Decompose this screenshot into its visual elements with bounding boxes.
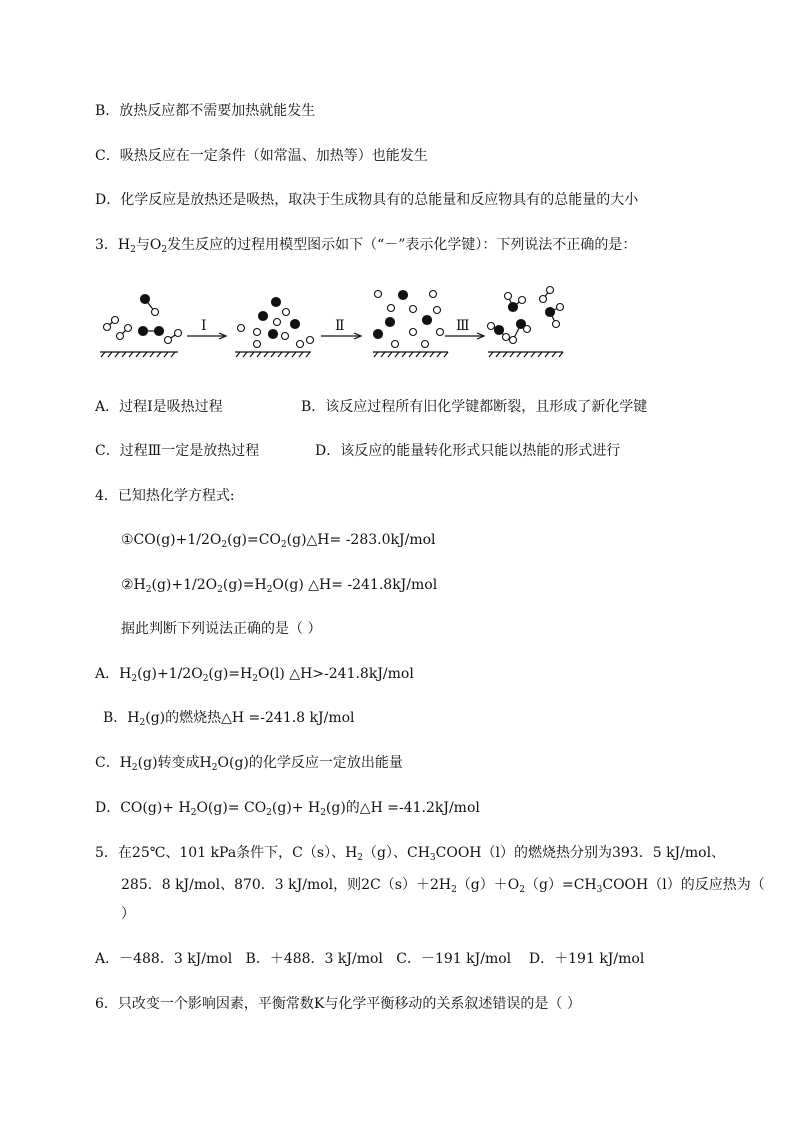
- q4-ask: 据此判断下列说法正确的是（ ）: [121, 621, 322, 637]
- option-c: C．吸热反应在一定条件（如常温、加热等）也能发生: [95, 148, 428, 164]
- q4-option-b: B．$H_2(g)$的燃烧热△H =-241.8 kJ/mol: [103, 710, 355, 728]
- question-5-line-3: ）: [121, 906, 135, 922]
- question-3: 3．$H_2$与$O_2$发生反应的过程用模型图示如下（“－”表示化学键）：下列说法不正确的是：: [95, 237, 637, 255]
- question-6: 6．只改变一个影响因素，平衡常数K与化学平衡移动的关系叙述错误的是（ ）: [95, 996, 581, 1012]
- step-label-2: Ⅱ: [335, 318, 345, 334]
- step-label-3: Ⅲ: [456, 318, 470, 334]
- q3-option-a: A．过程Ⅰ是吸热过程: [95, 399, 223, 415]
- q5-options: A．－488．3 kJ/mol B．＋488．3 kJ/mol C．－191 kJ/mol D．＋191 kJ/mol: [95, 951, 645, 967]
- q4-option-c: C．$H_2(g)$转变成$H_2O(g)$的化学反应一定放出能量: [95, 755, 403, 773]
- reaction-model-diagram: [95, 282, 655, 362]
- q3-option-d: D．该反应的能量转化形式只能以热能的形式进行: [315, 443, 621, 459]
- q3-option-b: B．该反应过程所有旧化学键都断裂，且形成了新化学键: [301, 399, 648, 415]
- question-5-line-2: 285．8 kJ/mol、870．3 kJ/mol，则$2C(s)+2H_2(g)+O_2(g)=CH_3COOH(l)$的反应热为（: [121, 877, 765, 895]
- q3-option-c: C．过程Ⅲ一定是放热过程: [95, 443, 260, 459]
- equation-1: $①CO(g)+1/2O_2(g)=CO_2(g)\triangle H= -283.0kJ/mol$: [121, 532, 436, 550]
- equation-2: $②H_2(g)+1/2O_2(g)=H_2O(g)$ △H= -241.8kJ/mol: [121, 577, 438, 595]
- q4-option-d: D．$CO(g)+ H_2O(g)= CO_2(g)+ H_2(g)$的△H =-41.2kJ/mol: [95, 800, 480, 818]
- question-5-line-1: 5．在25℃、101 kPa条件下，C（s）、$H_2(g)$、$CH_3COOH(l)$的燃烧热分别为393．5 kJ/mol、: [95, 845, 726, 863]
- q4-option-a: A．$H_2(g)+1/2O_2(g)=H_2O(l)$ △H>-241.8kJ/mol: [95, 666, 414, 684]
- option-d: D．化学反应是放热还是吸热，取决于生成物具有的总能量和反应物具有的总能量的大小: [95, 192, 639, 208]
- question-4: 4．已知热化学方程式:: [95, 488, 235, 504]
- option-b: B．放热反应都不需要加热就能发生: [95, 103, 316, 119]
- step-label-1: Ⅰ: [201, 318, 207, 334]
